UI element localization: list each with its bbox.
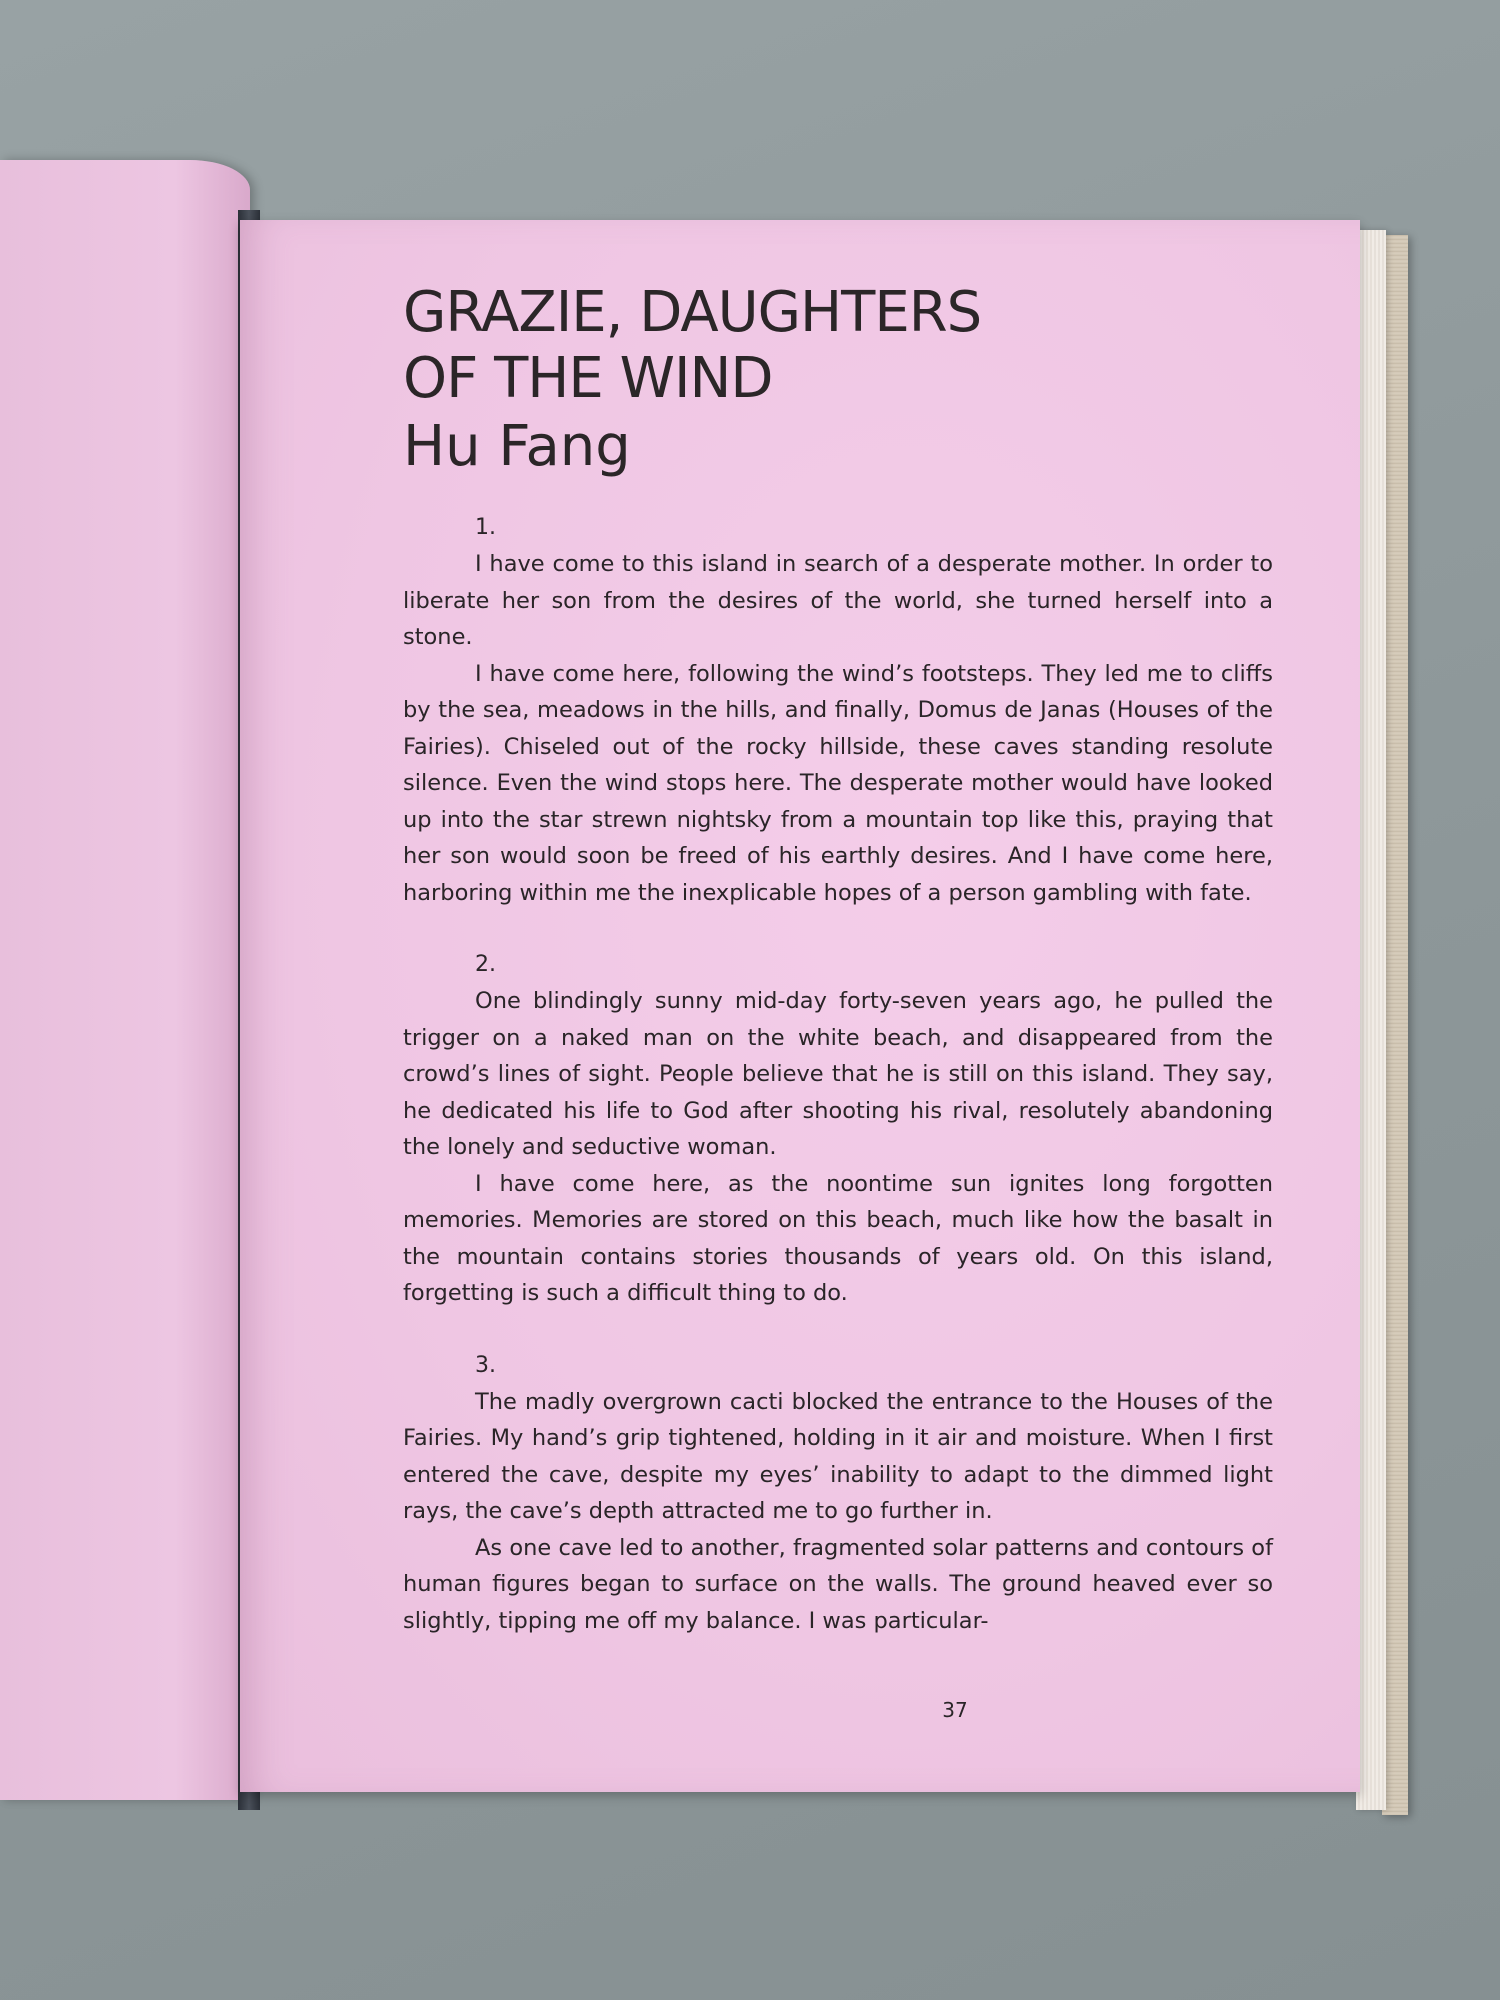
paragraph: One blindingly sunny mid-day forty-seven years ago, he pulled the trigger on a naked man on the white beach, and disappeared from the crowd’s lines of sight. People believe that he is still on this island. They say, he dedicated his life to God after shooting his rival, resolutely abandoning the lonely and seductive woman.	[403, 988, 1273, 1160]
title-line: GRAZIE, DAUGHTERS	[403, 280, 982, 345]
paragraph: I have come to this island in search of a desperate mother. In order to liberate her son from the desires of the world, she turned herself into a stone.	[403, 551, 1273, 650]
section-number: 3.	[475, 1352, 496, 1378]
section-number: 2.	[475, 952, 496, 977]
page-content	[403, 280, 1273, 1675]
section-number: 1.	[475, 515, 496, 540]
left-page	[0, 160, 250, 1800]
page-edges	[1356, 230, 1386, 1810]
chapter-title	[403, 280, 1273, 412]
paragraph: As one cave led to another, fragmented solar patterns and contours of human figures began to surface on the walls. The ground heaved ever so slightly, tipping me off my balance. I was particular-	[403, 1534, 1273, 1634]
author-name: Hu Fang	[403, 414, 631, 479]
paragraph: I have come here, following the wind’s footsteps. They led me to cliffs by the sea, meadows in the hills, and finally, Domus de Janas (Houses of the Fairies). Chiseled out of the rocky hillside, these caves standing resolute silence. Even the wind stops here. The desperate mother would have looked up into the star strewn nightsky from a mountain top like this, praying that her son would soon be freed of his earthly desires. And I have come here, harboring within me the inexplicable hopes of a person gambling with fate.	[403, 660, 1273, 906]
paragraph: The madly overgrown cacti blocked the entrance to the Houses of the Fairies. My hand’s grip tightened, holding in it air and moisture. When I first entered the cave, despite my eyes’ inability to adapt to the dimmed light rays, the cave’s depth attracted me to go further in.	[403, 1388, 1273, 1524]
section-2	[403, 947, 1273, 1312]
title-line: OF THE WIND	[403, 346, 773, 411]
section-3	[403, 1348, 1273, 1640]
section-1	[403, 510, 1273, 911]
page-number: 37	[942, 1698, 968, 1722]
paragraph: I have come here, as the noontime sun ignites long forgotten memories. Memories are stored on this beach, much like how the basalt in the mountain contains stories thousands of years old. On this island, forgetting is such a difficult thing to do.	[403, 1170, 1273, 1306]
right-page	[240, 220, 1360, 1792]
